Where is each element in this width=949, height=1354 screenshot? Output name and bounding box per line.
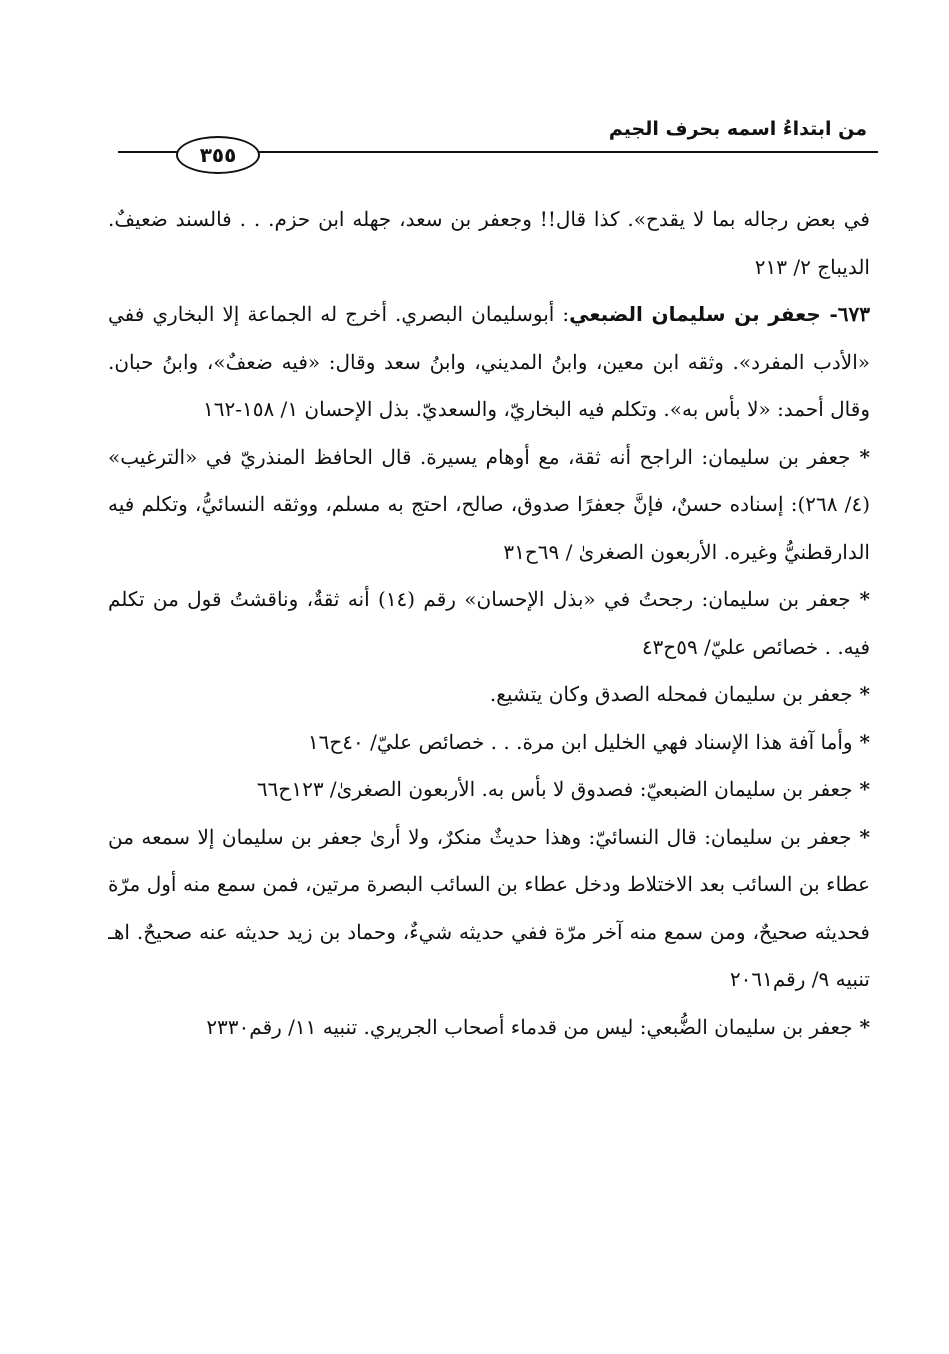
body-text bbox=[108, 196, 870, 1316]
paragraph-continuation bbox=[108, 196, 870, 291]
note-paragraph bbox=[108, 576, 870, 671]
note-paragraph bbox=[108, 766, 870, 814]
note-paragraph bbox=[108, 671, 870, 719]
entry-number: ٦٧٣- bbox=[820, 302, 870, 326]
bullet-star-icon: * bbox=[852, 1014, 870, 1039]
paragraph-text: جعفر بن سليمان: قال النسائيّ: وهذا حديثٌ منكرٌ، ولا أرىٰ جعفر بن سليمان إلا سمعه من عطاء بن السائب بعد الاختلاط ودخل عطاء بن السائب البصرة مرتين، فمن سمع منه أول مرّة فحديثه صحيحٌ، ومن سمع منه آخر مرّة ففي حديثه شيءٌ، وحماد بن زيد حديثه عنه صحيحٌ. اهـ تنبيه ٩/ رقم٢٠٦١ bbox=[108, 824, 870, 991]
bullet-star-icon: * bbox=[852, 777, 870, 801]
paragraph-text: جعفر بن سليمان: الراجح أنه ثقة، مع أوهام يسيرة. قال الحافظ المنذريّ في «الترغيب» (٤/ ٢٦٨): إسناده حسنٌ، فإنَّ جعفرًا صدوق، صالح، احتج به مسلم، ووثقه النسائيُّ، وتكلم فيه الدارقطنيُّ وغيره. الأربعون الصغرىٰ / ٦٩ح٣١ bbox=[108, 444, 870, 564]
paragraph-text: جعفر بن سليمان فمحله الصدق وكان يتشيع. bbox=[489, 682, 853, 706]
note-paragraph bbox=[108, 814, 870, 1004]
note-paragraph bbox=[108, 1004, 870, 1052]
note-paragraph bbox=[108, 719, 870, 767]
running-header-title: من ابتداءُ اسمه بحرف الجيم bbox=[608, 118, 867, 140]
paragraph-text: في بعض رجاله بما لا يقدح». كذا قال!! وجعفر بن سعد، جهله ابن حزم. . . فالسند ضعيفٌ. الديباج ٢/ ٢١٣ bbox=[108, 207, 870, 279]
paragraph-text: وأما آفة هذا الإسناد فهي الخليل ابن مرة. . . خصائص عليّ/ ٤٠ح١٦ bbox=[307, 729, 853, 754]
bullet-star-icon: * bbox=[850, 444, 870, 469]
paragraph-text: جعفر بن سليمان الضُّبعي: ليس من قدماء أصحاب الجريري. تنبيه ١١/ رقم٢٣٣٠ bbox=[206, 1014, 853, 1039]
bullet-star-icon: * bbox=[852, 682, 870, 706]
entry-name: جعفر بن سليمان الضبعي bbox=[569, 302, 821, 326]
paragraph-text: جعفر بن سليمان: رجحتُ في «بذل الإحسان» رقم (١٤) أنه ثقةٌ، وناقشتُ قول من تكلم فيه. . خصائص عليّ/ ٥٩ح٤٣ bbox=[108, 587, 870, 659]
bullet-star-icon: * bbox=[850, 587, 870, 611]
bullet-star-icon: * bbox=[851, 824, 870, 849]
paragraph-text: جعفر بن سليمان الضبعيّ: فصدوق لا بأس به. الأربعون الصغرىٰ/ ١٢٣ح٦٦ bbox=[256, 777, 853, 801]
paragraph-text: : أبوسليمان البصري. أخرج له الجماعة إلا البخاري ففي «الأدب المفرد». وثقه ابن معين، وابنُ المديني، وابنُ سعد وقال: «فيه ضعفٌ»، وابنُ حبان. وقال أحمد: «لا بأس به». وتكلم فيه البخاريّ، والسعديّ. بذل الإحسان ١/ ١٥٨-١٦٢ bbox=[108, 302, 870, 421]
note-paragraph bbox=[108, 434, 870, 577]
entry-paragraph bbox=[108, 291, 870, 434]
bullet-star-icon: * bbox=[852, 729, 870, 754]
page-number: ٣٥٥ bbox=[176, 136, 260, 174]
